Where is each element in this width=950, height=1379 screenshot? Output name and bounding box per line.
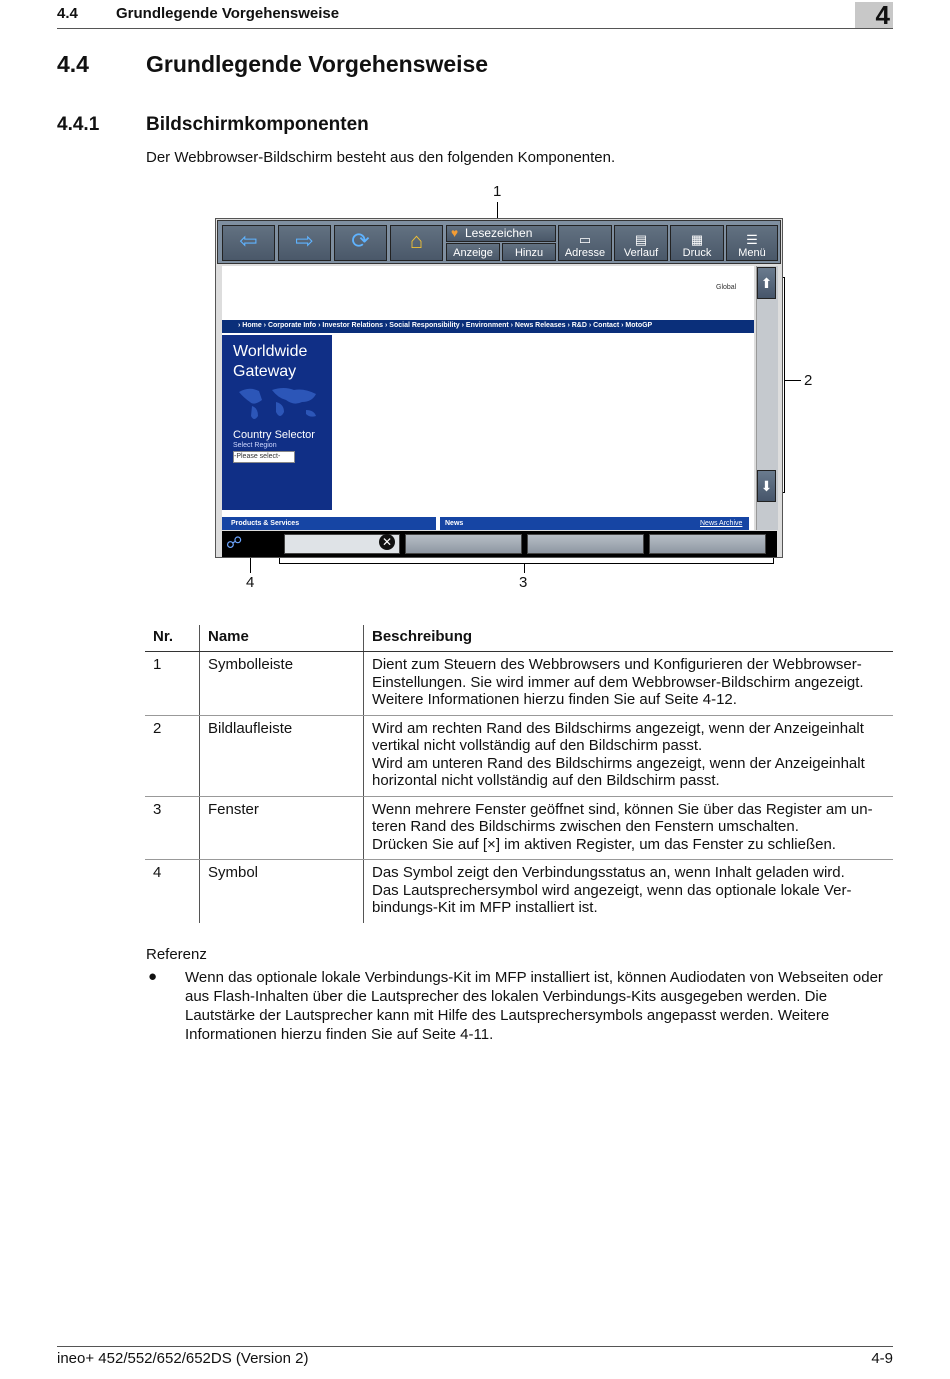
menu-label: Menü xyxy=(738,247,766,259)
address-button[interactable] xyxy=(558,225,612,261)
footer-product: ineo+ 452/552/652/652DS (Version 2) xyxy=(57,1350,309,1367)
row-number: 3 xyxy=(145,796,200,860)
row-description xyxy=(364,860,894,923)
scroll-down-button[interactable] xyxy=(757,470,776,502)
description-line: bindungs-Kit im MFP installiert ist. xyxy=(372,899,598,916)
heart-icon: ♥ xyxy=(451,226,459,240)
callout-3: 3 xyxy=(519,574,528,591)
close-tab-icon[interactable]: ✕ xyxy=(379,534,395,550)
column-header-name: Name xyxy=(200,625,364,652)
subsection-title: Bildschirmkomponenten xyxy=(146,114,369,135)
components-table xyxy=(145,625,893,923)
table-row xyxy=(145,715,893,796)
table-header-row xyxy=(145,625,893,652)
description-line: Wird am unteren Rand des Bildschirms angezeigt, wenn der Anzeigeinhalt xyxy=(372,754,865,772)
bookmarks-add-label: Hinzu xyxy=(514,247,544,259)
row-number: 4 xyxy=(153,864,162,881)
description-line: Weitere Informationen hierzu finden Sie auf Seite 4-12. xyxy=(372,691,737,708)
gateway-title xyxy=(233,342,307,382)
bookmarks-add-button[interactable] xyxy=(502,243,556,261)
callout-2-line xyxy=(785,380,801,381)
bookmarks-view-label: Anzeige xyxy=(453,247,493,259)
connection-status-icon: ☍ xyxy=(226,535,243,552)
forward-arrow-icon: ⇨ xyxy=(295,228,314,253)
description-line: Einstellungen. Sie wird immer auf dem Webbrowser-Bildschirm angezeigt. xyxy=(372,673,864,691)
world-map-icon xyxy=(234,382,324,424)
header-rule xyxy=(57,28,893,29)
table-row xyxy=(145,652,893,716)
refresh-icon: ⟳ xyxy=(351,228,370,253)
bookmarks-view-button[interactable] xyxy=(446,243,500,261)
products-services-link[interactable]: Products & Services xyxy=(231,520,300,527)
refresh-button[interactable] xyxy=(334,225,387,261)
back-button[interactable] xyxy=(222,225,275,261)
description-line: Drücken Sie auf [×] im aktiven Register, um das Fenster zu schließen. xyxy=(372,835,836,853)
menu-button[interactable] xyxy=(726,225,778,261)
callout-1-line xyxy=(497,202,498,218)
address-icon: ▭ xyxy=(578,232,592,247)
row-number: 2 xyxy=(145,715,200,796)
description-line: vertikal nicht vollständig auf den Bildschirm passt. xyxy=(372,737,703,754)
forward-button[interactable] xyxy=(278,225,331,261)
window-tab[interactable] xyxy=(527,534,644,554)
window-tab[interactable] xyxy=(649,534,766,554)
bookmarks-label: Lesezeichen xyxy=(465,226,533,240)
arrow-up-icon: ⬆ xyxy=(760,275,773,291)
callout-2: 2 xyxy=(804,372,813,389)
scroll-up-button[interactable] xyxy=(757,267,776,299)
description-line: Wenn mehrere Fenster geöffnet sind, können Sie über das Register am un- xyxy=(372,800,873,818)
description-line: Das Symbol zeigt den Verbindungsstatus an, wenn Inhalt geladen wird. xyxy=(372,864,845,881)
history-label: Verlauf xyxy=(623,247,659,259)
column-header-nr: Nr. xyxy=(145,625,200,652)
history-icon: ▤ xyxy=(634,232,648,247)
home-button[interactable] xyxy=(390,225,443,261)
description-line: Wird am rechten Rand des Bildschirms angezeigt, wenn der Anzeigeinhalt xyxy=(372,719,864,737)
column-header-description: Beschreibung xyxy=(364,625,894,652)
back-arrow-icon: ⇦ xyxy=(239,228,258,253)
subsection-number: 4.4.1 xyxy=(57,114,100,135)
address-label: Adresse xyxy=(564,247,606,259)
bullet-icon: ● xyxy=(148,968,158,985)
row-description xyxy=(364,796,894,860)
print-label: Druck xyxy=(682,247,712,259)
table-row xyxy=(145,860,893,923)
global-link[interactable]: Global xyxy=(716,284,737,291)
chapter-tab xyxy=(855,2,893,28)
region-select[interactable] xyxy=(233,451,295,463)
country-selector-title: Country Selector xyxy=(233,429,315,441)
description-line: teren Rand des Bildschirms zwischen den Fenstern umschalten. xyxy=(372,818,799,835)
footer-page-number: 4-9 xyxy=(871,1350,893,1367)
callout-3-bracket xyxy=(279,557,774,564)
section-title: Grundlegende Vorgehensweise xyxy=(146,51,489,77)
description-line: Das Lautsprechersymbol wird angezeigt, wenn das optionale lokale Ver- xyxy=(372,881,852,899)
footer-rule xyxy=(57,1346,893,1347)
table-row xyxy=(145,796,893,860)
description-line: Dient zum Steuern des Webbrowsers und Konfigurieren der Webbrowser- xyxy=(372,656,862,673)
window-tab[interactable] xyxy=(405,534,522,554)
bookmarks-header xyxy=(446,225,556,242)
row-description xyxy=(364,715,894,796)
news-archive-link[interactable]: News Archive xyxy=(700,520,743,527)
row-name: Fenster xyxy=(200,796,364,860)
row-number: 1 xyxy=(145,652,200,716)
row-description xyxy=(364,652,894,716)
callout-4: 4 xyxy=(246,574,255,591)
select-region-label: Select Region xyxy=(233,442,277,449)
region-select-value: -Please select- xyxy=(234,453,281,460)
news-label: News xyxy=(445,520,464,527)
print-button[interactable] xyxy=(670,225,724,261)
running-header-title: Grundlegende Vorgehensweise xyxy=(116,5,340,22)
site-nav-links[interactable]: › Home › Corporate Info › Investor Relations › Social Responsibility › Environment › News Releases › R&D › Contact › MotoGP xyxy=(238,322,653,329)
home-icon: ⌂ xyxy=(409,228,424,253)
row-name: Symbol xyxy=(200,860,364,923)
description-line: horizontal nicht vollständig auf den Bildschirm passt. xyxy=(372,772,720,789)
callout-3-line xyxy=(524,563,525,573)
browser-toolbar xyxy=(217,220,781,264)
menu-icon: ☰ xyxy=(746,232,758,247)
gateway-title-line-1: Worldwide xyxy=(233,343,308,360)
chapter-number: 4 xyxy=(875,0,890,30)
row-name: Symbolleiste xyxy=(200,652,364,716)
callout-1: 1 xyxy=(493,183,502,200)
intro-paragraph: Der Webbrowser-Bildschirm besteht aus den folgenden Komponenten. xyxy=(146,149,616,166)
history-button[interactable] xyxy=(614,225,668,261)
arrow-down-icon: ⬇ xyxy=(760,478,773,494)
gateway-title-line-2: Gateway xyxy=(233,363,297,380)
row-name: Bildlaufleiste xyxy=(200,715,364,796)
reference-title: Referenz xyxy=(146,946,207,963)
reference-text: Wenn das optionale lokale Verbindungs-Kit im MFP installiert ist, können Audiodaten von Webseiten oder aus Flash-Inhalten über die Lautsprecher des lokalen Verbindungs-Kits ausgegeben werden. Die Lautstärke der Lautsprecher kann mit Hilfe des Lautsprechersymbols angepasst werden. Weitere Informationen hierzu finden Sie auf Seite 4-11. xyxy=(185,969,883,1043)
print-icon: ▦ xyxy=(690,232,704,247)
section-number: 4.4 xyxy=(57,51,89,77)
running-header-section-number: 4.4 xyxy=(57,5,78,22)
